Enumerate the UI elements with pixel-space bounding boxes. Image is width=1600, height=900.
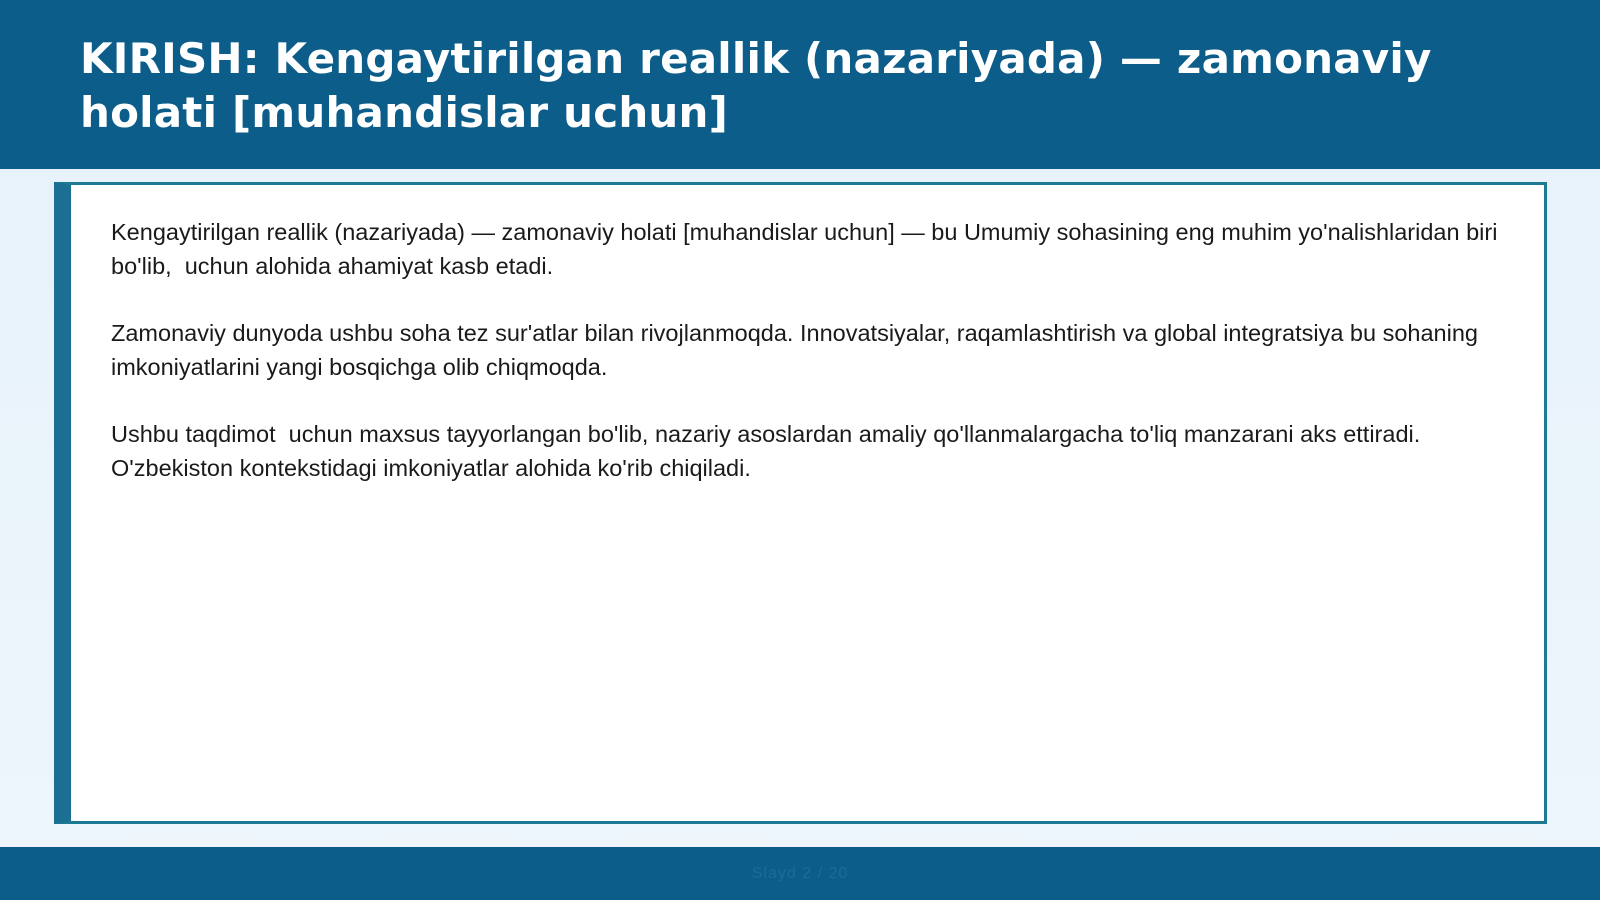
paragraph-presentation: Ushbu taqdimot uchun maxsus tayyorlangan bo'lib, nazariy asoslardan amaliy qo'llanmalargacha to'liq manzarani aks ettiradi. O'zbekiston kontekstidagi imkoniyatlar alohida ko'rib chiqiladi. [111,421,1427,481]
content-card [54,182,1547,824]
content-body [111,215,1511,518]
slide-title: KIRISH: Kengaytirilgan reallik (nazariyada) — zamonaviy holati [muhandislar uchun] [80,34,1432,137]
paragraph-intro: Kengaytirilgan reallik (nazariyada) — zamonaviy holati [muhandislar uchun] — bu Umumiy sohasining eng muhim yo'nalishlaridan biri bo'lib, uchun alohida ahamiyat kasb etadi. [111,219,1504,279]
slide-footer [0,847,1600,900]
slide-number: Slayd 2 / 20 [751,864,849,882]
slide-header [0,0,1600,169]
paragraph-modern-world: Zamonaviy dunyoda ushbu soha tez sur'atlar bilan rivojlanmoqda. Innovatsiyalar, raqamlashtirish va global integratsiya bu sohaning imkoniyatlarini yangi bosqichga olib chiqmoqda. [111,320,1485,380]
